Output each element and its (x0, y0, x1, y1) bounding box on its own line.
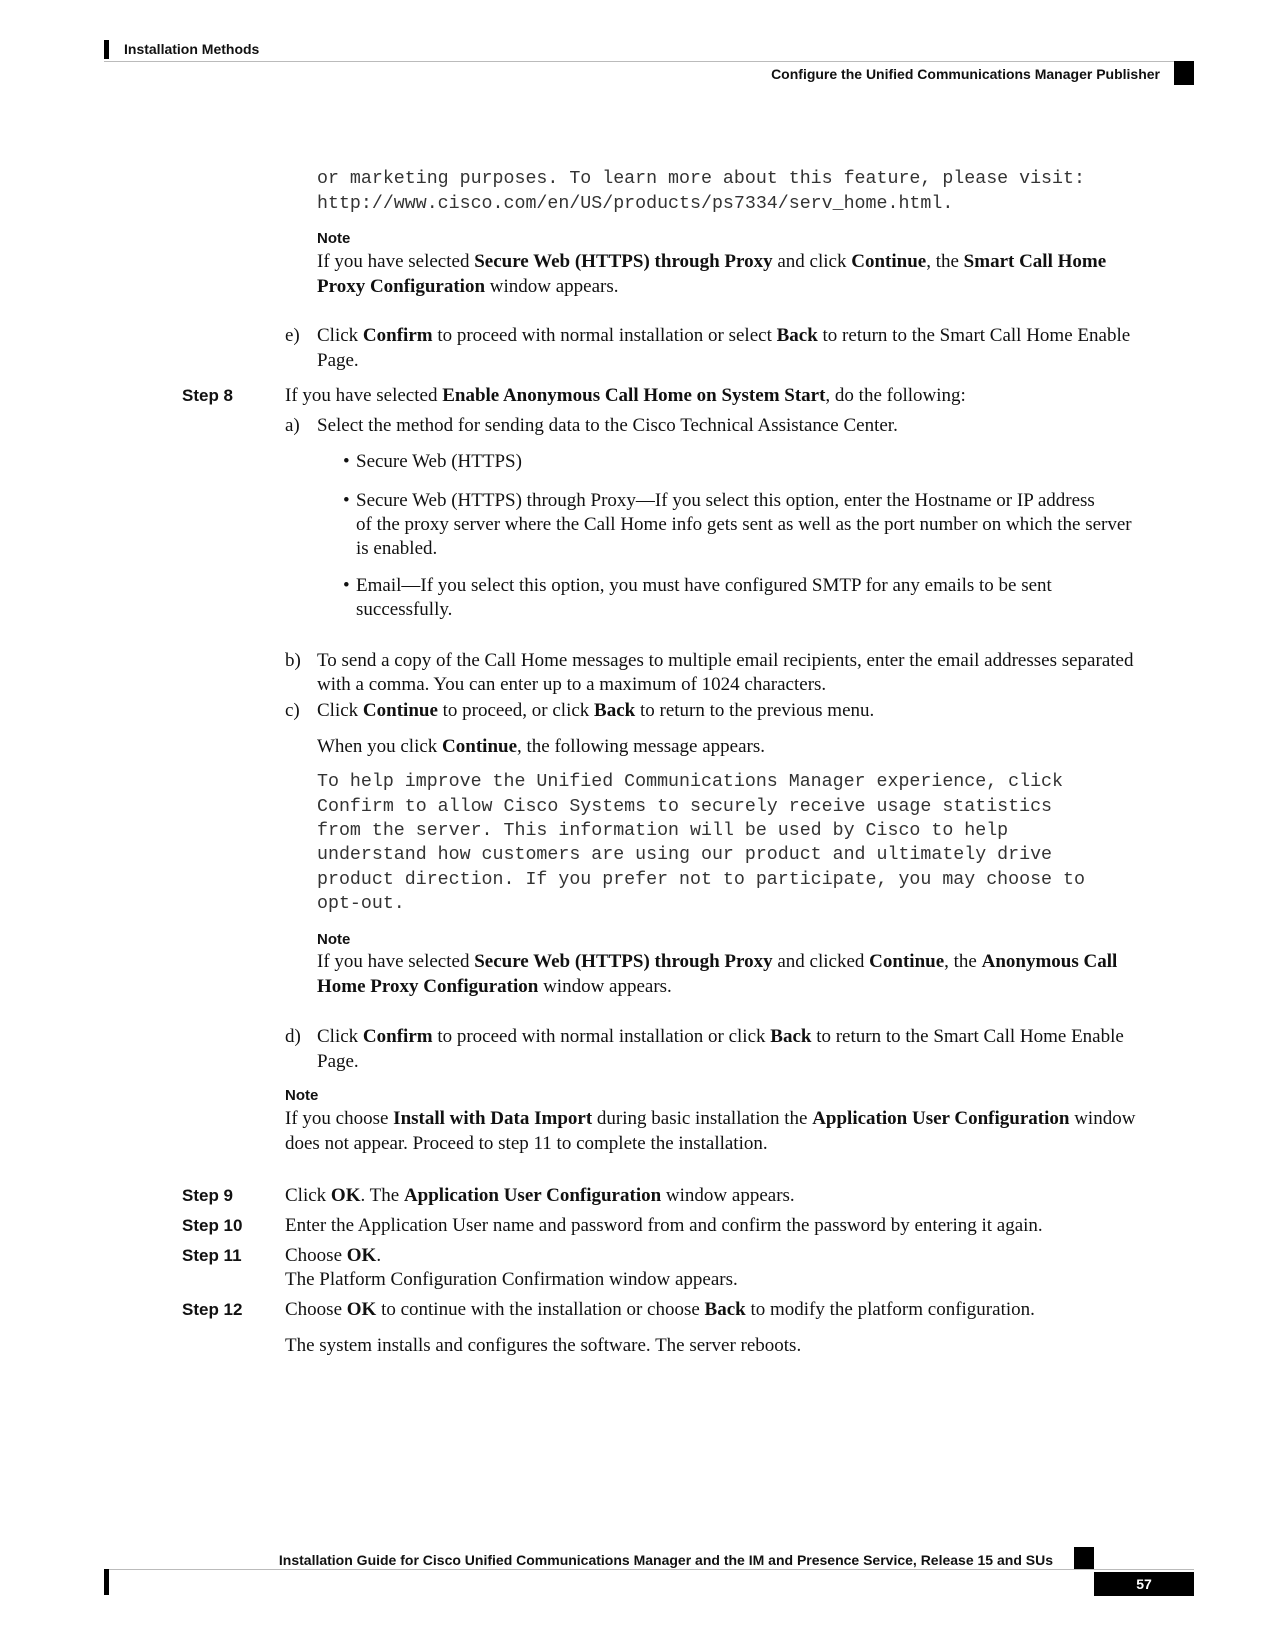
header-rule (104, 61, 1194, 62)
substep-text: with a comma. You can enter up to a maximum of 1024 characters. (317, 674, 827, 695)
step-text: The Platform Configuration Confirmation window appears. (285, 1269, 738, 1290)
substep-label: e) (285, 325, 300, 346)
header-chapter-title: Configure the Unified Communications Manager Publisher (771, 66, 1160, 82)
footer-title: Installation Guide for Cisco Unified Communications Manager and the IM and Presence Service, Release 15 and SUs (278, 1552, 1053, 1568)
step-label: Step 10 (182, 1216, 243, 1235)
step-text: Choose OK. (285, 1245, 382, 1266)
substep-label: b) (285, 650, 301, 671)
code-line: http://www.cisco.com/en/US/products/ps7334/serv_home.html. (317, 194, 954, 214)
bullet-text: Secure Web (HTTPS) (356, 451, 522, 472)
footer-rule (104, 1569, 1194, 1570)
header-section-title: Installation Methods (104, 40, 259, 59)
code-line: product direction. If you prefer not to participate, you may choose to (317, 870, 1085, 890)
substep-text: To send a copy of the Call Home messages to multiple email recipients, enter the email addresses separated (317, 650, 1134, 671)
code-line: from the server. This information will be used by Cisco to help (317, 821, 1009, 841)
page-number: 57 (1094, 1572, 1194, 1596)
footer-left-bar (104, 1569, 109, 1595)
substep-label: c) (285, 700, 300, 721)
bullet: • (343, 490, 350, 511)
step-label: Step 11 (182, 1246, 242, 1265)
bullet-text: is enabled. (356, 538, 438, 559)
step-text: Click OK. The Application User Configuration window appears. (285, 1185, 795, 1206)
code-line: opt-out. (317, 894, 405, 914)
code-line: understand how customers are using our product and ultimately drive (317, 845, 1053, 865)
bullet: • (343, 451, 350, 472)
note-body: If you have selected Secure Web (HTTPS) through Proxy and click Continue, the Smart Call Home Proxy Configuration window appears. (317, 251, 1107, 297)
step-text: The system installs and configures the software. The server reboots. (285, 1335, 802, 1356)
note-heading: Note (317, 931, 351, 948)
note-body: If you have selected Secure Web (HTTPS) through Proxy and clicked Continue, the Anonymous Call Home Proxy Configuration window appears. (317, 951, 1118, 997)
step-text: Choose OK to continue with the installation or choose Back to modify the platform configuration. (285, 1299, 1035, 1320)
substep-label: d) (285, 1026, 301, 1047)
note-heading: Note (285, 1087, 319, 1104)
step-label: Step 8 (182, 386, 234, 405)
code-line: To help improve the Unified Communications Manager experience, click (317, 772, 1063, 792)
bullet-text: Secure Web (HTTPS) through Proxy—If you select this option, enter the Hostname or IP address (356, 490, 1095, 511)
substep-text: Click Continue to proceed, or click Back to return to the previous menu. (317, 700, 875, 721)
step-label: Step 12 (182, 1300, 243, 1319)
footer-marker (1074, 1547, 1094, 1569)
step-text: If you have selected Enable Anonymous Call Home on System Start, do the following: (285, 385, 966, 406)
note-heading: Note (317, 230, 351, 247)
bullet-text: successfully. (356, 599, 453, 620)
substep-label: a) (285, 415, 300, 436)
substep-text: Click Confirm to proceed with normal installation or select Back to return to the Smart Call Home Enable Page. (317, 325, 1131, 371)
note-body: If you choose Install with Data Import during basic installation the Application User Configuration window does not appear. Proceed to step 11 to complete the installation. (285, 1108, 1136, 1154)
step-label: Step 9 (182, 1186, 234, 1205)
substep-text: Select the method for sending data to the Cisco Technical Assistance Center. (317, 415, 898, 436)
header-marker (1174, 61, 1194, 85)
code-line: or marketing purposes. To learn more about this feature, please visit: (317, 169, 1085, 189)
substep-text: Click Confirm to proceed with normal installation or click Back to return to the Smart Call Home Enable Page. (317, 1026, 1124, 1072)
code-line: Confirm to allow Cisco Systems to securely receive usage statistics (317, 797, 1053, 817)
bullet-text: Email—If you select this option, you must have configured SMTP for any emails to be sent (356, 575, 1052, 596)
bullet-text: of the proxy server where the Call Home info gets sent as well as the port number on which the server (356, 514, 1132, 535)
step-text: Enter the Application User name and password from and confirm the password by entering it again. (285, 1215, 1043, 1236)
bullet: • (343, 575, 350, 596)
substep-text: When you click Continue, the following message appears. (317, 736, 765, 757)
